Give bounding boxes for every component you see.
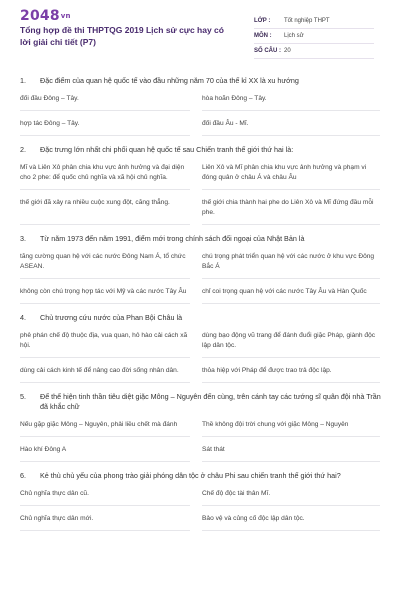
- question-row: [20, 234, 384, 244]
- header: [0, 0, 400, 64]
- meta-panel: [254, 14, 374, 59]
- question-number: 5.: [20, 392, 26, 401]
- answer-option-c[interactable]: Chủ nghĩa thực dân mới.: [20, 514, 190, 531]
- question-number: 1.: [20, 76, 26, 85]
- question-text: Chủ trương cứu nước của Phan Bội Châu là: [40, 313, 183, 322]
- meta-row-lop: [254, 14, 374, 29]
- question-text: Để thể hiện tinh thần tiêu diệt giặc Mông – Nguyên đến cùng, trên cánh tay các tướng sĩ quân đội nhà Trần đã khắc chữ: [40, 392, 381, 411]
- answer-option-a[interactable]: phê phán chế độ thuộc địa, vua quan, hô hào cải cách xã hội.: [20, 331, 190, 358]
- meta-value-lop: Tốt nghiệp THPT: [284, 18, 330, 24]
- question-3: [20, 234, 384, 304]
- logo-suffix: vn: [60, 12, 71, 20]
- answer-option-c[interactable]: hợp tác Đông – Tây.: [20, 119, 190, 136]
- question-row: [20, 313, 384, 323]
- question-number: 3.: [20, 234, 26, 243]
- logo-text: 2048: [20, 8, 60, 24]
- answer-option-b[interactable]: hòa hoãn Đông – Tây.: [202, 94, 380, 111]
- question-row: [20, 145, 384, 155]
- answer-option-d[interactable]: đối đầu Âu - Mĩ.: [202, 119, 380, 136]
- meta-row-socau: [254, 44, 374, 59]
- question-row: [20, 392, 384, 412]
- meta-label-socau: SỐ CÂU :: [254, 48, 281, 54]
- meta-row-mon: [254, 29, 374, 44]
- answer-options: [20, 489, 384, 531]
- answer-option-b[interactable]: dùng bạo động vũ trang để đánh đuổi giặc Pháp, giành độc lập dân tộc.: [202, 331, 380, 358]
- page-title: Tổng hợp đề thi THPTQG 2019 Lịch sử cực hay có lời giải chi tiết (P7): [20, 25, 224, 47]
- question-row: [20, 76, 384, 86]
- answer-option-b[interactable]: Liên Xô và Mĩ phân chia khu vực ảnh hưởng và phạm vi đóng quân ở châu Á và châu Âu: [202, 163, 380, 190]
- answer-option-d[interactable]: thỏa hiệp với Pháp để được trao trả độc lập.: [202, 366, 380, 383]
- question-text: Đặc điểm của quan hệ quốc tế vào đầu những năm 70 của thế kỉ XX là xu hướng: [40, 76, 299, 85]
- site-logo[interactable]: [20, 8, 71, 24]
- answer-option-b[interactable]: chú trọng phát triển quan hệ với các nước ở khu vực Đông Bắc Á: [202, 252, 380, 279]
- question-5: [20, 392, 384, 462]
- question-1: [20, 76, 384, 136]
- answer-options: [20, 163, 384, 225]
- answer-option-d[interactable]: Sát thát: [202, 445, 380, 462]
- answer-option-c[interactable]: không còn chú trọng hợp tác với Mỹ và các nước Tây Âu: [20, 287, 190, 304]
- question-6: [20, 471, 384, 531]
- question-number: 2.: [20, 145, 26, 154]
- question-text: Từ năm 1973 đến năm 1991, điểm mới trong chính sách đối ngoại của Nhật Bản là: [40, 234, 305, 243]
- answer-option-c[interactable]: Hào khí Đông A: [20, 445, 190, 462]
- meta-label-lop: LỚP :: [254, 18, 271, 24]
- question-number: 4.: [20, 313, 26, 322]
- answer-option-a[interactable]: Nếu gặp giặc Mông – Nguyên, phải liều chết mà đánh: [20, 420, 190, 437]
- answer-options: [20, 252, 384, 304]
- question-2: [20, 145, 384, 225]
- answer-option-a[interactable]: tăng cường quan hệ với các nước Đông Nam Á, tổ chức ASEAN.: [20, 252, 190, 279]
- answer-options: [20, 331, 384, 383]
- answer-options: [20, 420, 384, 462]
- answer-options: [20, 94, 384, 136]
- answer-option-c[interactable]: dùng cải cách kinh tế để nâng cao đời sống nhân dân.: [20, 366, 190, 383]
- question-row: [20, 471, 384, 481]
- question-4: [20, 313, 384, 383]
- answer-option-a[interactable]: Chủ nghĩa thực dân cũ.: [20, 489, 190, 506]
- meta-label-mon: MÔN :: [254, 33, 272, 39]
- question-number: 6.: [20, 471, 26, 480]
- answer-option-a[interactable]: đối đầu Đông – Tây.: [20, 94, 190, 111]
- meta-value-socau: 20: [284, 48, 291, 54]
- question-list: [20, 76, 384, 540]
- answer-option-d[interactable]: thế giới chia thành hai phe do Liên Xô và Mĩ đứng đầu mỗi phe.: [202, 198, 380, 225]
- answer-option-b[interactable]: Thề không đội trời chung với giặc Mông – Nguyên: [202, 420, 380, 437]
- question-text: Đặc trưng lớn nhất chi phối quan hệ quốc tế sau Chiến tranh thế giới thứ hai là:: [40, 145, 294, 154]
- answer-option-b[interactable]: Chế độ độc tài thân Mĩ.: [202, 489, 380, 506]
- answer-option-c[interactable]: thế giới đã xảy ra nhiều cuộc xung đột, căng thẳng.: [20, 198, 190, 225]
- meta-value-mon: Lịch sử: [284, 33, 304, 39]
- question-text: Kẻ thù chủ yếu của phong trào giải phóng dân tộc ở châu Phi sau chiến tranh thế giới thứ hai?: [40, 471, 341, 480]
- answer-option-d[interactable]: chỉ coi trọng quan hệ với các nước Tây Âu và Hàn Quốc: [202, 287, 380, 304]
- answer-option-a[interactable]: Mĩ và Liên Xô phân chia khu vực ảnh hưởng và đại diện cho 2 phe: để quốc chủ nghĩa và xã hội chủ nghĩa.: [20, 163, 190, 190]
- answer-option-d[interactable]: Bảo vệ và củng cố độc lập dân tộc.: [202, 514, 380, 531]
